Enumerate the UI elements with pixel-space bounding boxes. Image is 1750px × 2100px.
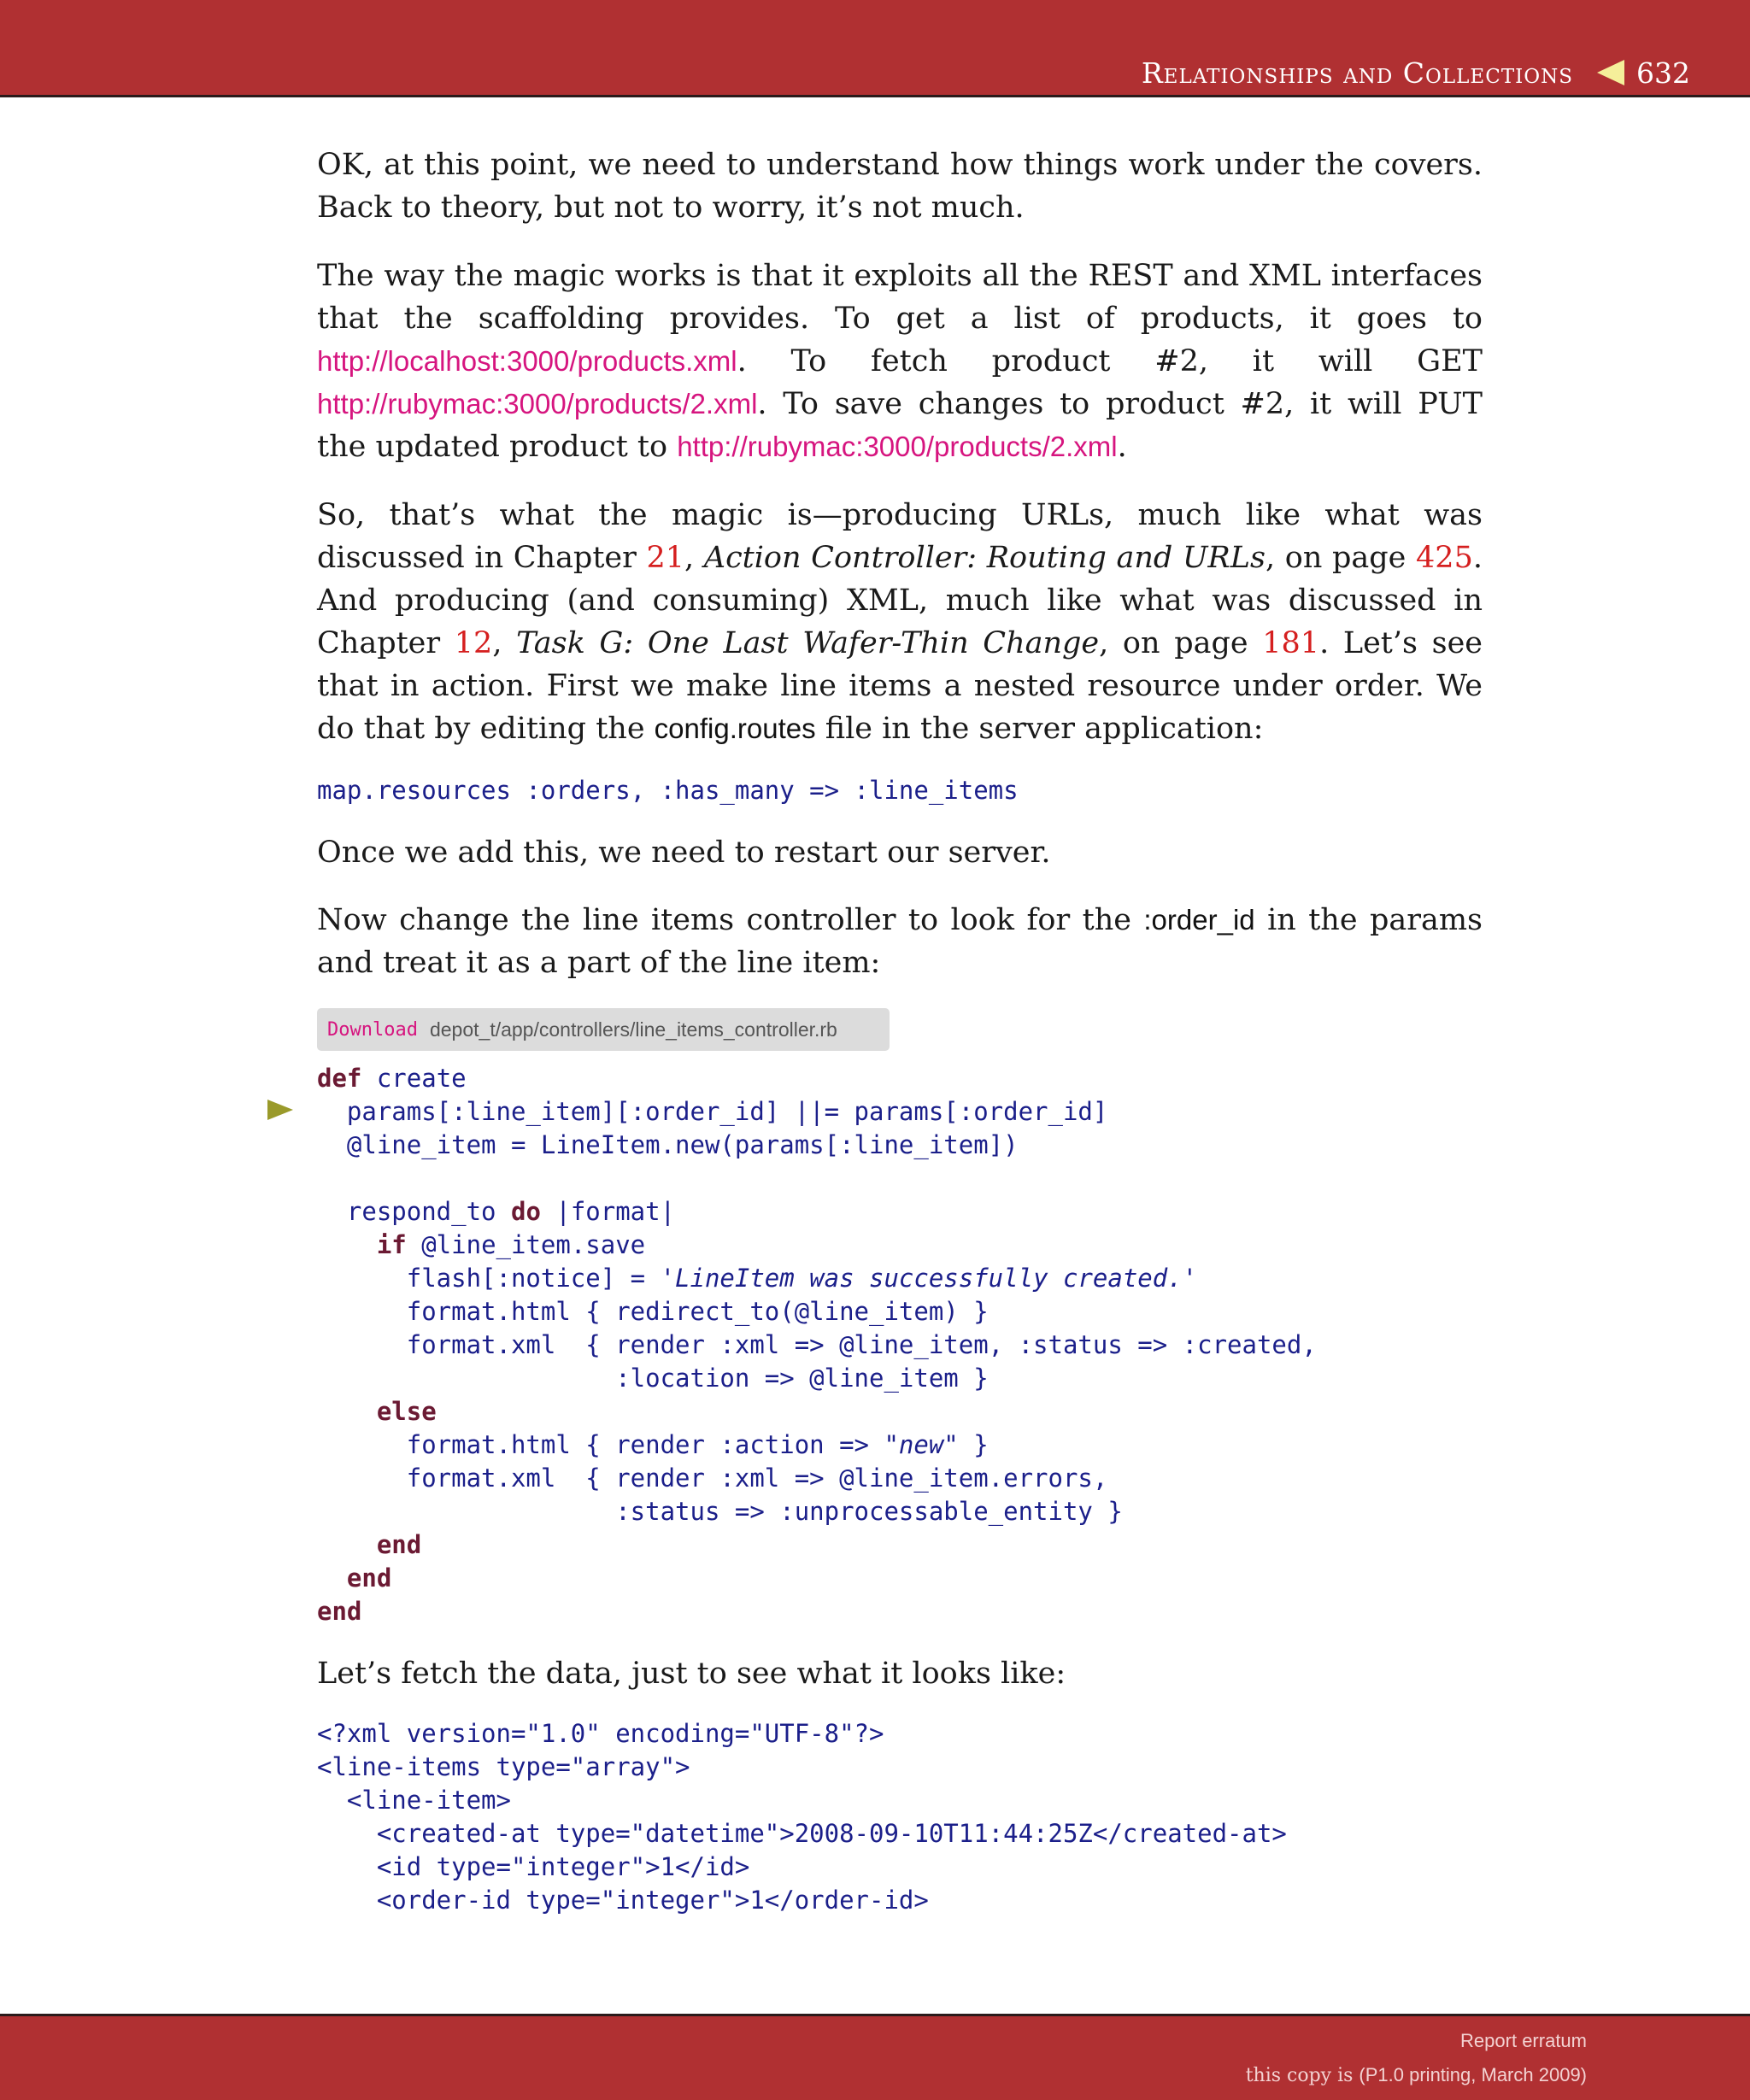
copy-prefix: this copy is — [1245, 2065, 1359, 2086]
code-text: flash[:notice] = — [317, 1264, 661, 1293]
text: . — [1117, 430, 1127, 464]
code-line: <?xml version="1.0" encoding="UTF-8"?> — [317, 1719, 884, 1748]
code-line: <order-id type="integer">1</order-id> — [317, 1886, 929, 1915]
keyword: do — [510, 1197, 541, 1226]
code-text: @line_item.save — [406, 1230, 646, 1259]
back-arrow-icon[interactable] — [1597, 60, 1624, 85]
paragraph-6: Let’s fetch the data, just to see what it looks like: — [317, 1657, 1066, 1691]
text: , on page — [1099, 626, 1263, 660]
download-file-path[interactable]: depot_t/app/controllers/line_items_controller.rb — [429, 1018, 837, 1041]
product-2-put-url-link[interactable]: http://rubymac:3000/products/2.xml — [677, 431, 1118, 462]
paragraph-3 — [317, 494, 1483, 750]
code-text: |format| — [540, 1197, 676, 1226]
text: . And producing (and consuming) XML, much like what was discussed in Chapter — [317, 541, 1483, 660]
code-text: create — [361, 1064, 467, 1093]
text: Now change the line items controller to look for the — [317, 903, 1144, 937]
page-425-link[interactable]: 425 — [1416, 541, 1473, 575]
keyword: end — [317, 1597, 362, 1626]
code-line: <created-at type="datetime">2008-09-10T11:44:25Z</created-at> — [317, 1819, 1287, 1848]
xml-output — [317, 1717, 1287, 1917]
paragraph-2 — [317, 255, 1483, 468]
text: So, that’s what the magic is—producing URLs, much like what was discussed in Chapter — [317, 498, 1483, 575]
products-url-link[interactable]: http://localhost:3000/products.xml — [317, 345, 737, 377]
code-line: :status => :unprocessable_entity } — [317, 1497, 1123, 1526]
text: , on page — [1266, 541, 1417, 575]
code-line: format.xml { render :xml => @line_item.errors, — [317, 1464, 1108, 1493]
download-bar — [317, 1008, 890, 1051]
text: , — [684, 541, 704, 575]
text: . Let’s see that in action. First we make line items a nested resource under order. We do that by editing the — [317, 626, 1483, 746]
code-line: :location => @line_item } — [317, 1364, 989, 1393]
keyword: end — [317, 1563, 392, 1593]
product-2-url-link[interactable]: http://rubymac:3000/products/2.xml — [317, 388, 758, 419]
header-band — [0, 0, 1750, 97]
printing-edition: (P1.0 printing, March 2009) — [1359, 2064, 1587, 2085]
keyword: end — [317, 1530, 422, 1559]
code-line: <line-item> — [317, 1786, 511, 1815]
paragraph-1: OK, at this point, we need to understand how things work under the covers. Back to theory, but not to worry, it’s not much. — [317, 148, 1483, 225]
text: , — [492, 626, 517, 660]
code-line: format.html { redirect_to(@line_item) } — [317, 1297, 989, 1326]
code-line: format.xml { render :xml => @line_item, :status => :created, — [317, 1330, 1317, 1359]
chapter-title: Task G: One Last Wafer-Thin Change — [516, 626, 1100, 660]
text: . To save changes to product #2, it will PUT the updated product to — [317, 387, 1483, 464]
code-text: format.html { render :action => — [317, 1430, 884, 1459]
code-line: <line-items type="array"> — [317, 1752, 690, 1781]
code-text: respond_to — [317, 1197, 511, 1226]
chapter-21-link[interactable]: 21 — [646, 541, 685, 575]
string-literal: 'LineItem was successfully created.' — [660, 1264, 1198, 1293]
changed-line-marker-icon — [267, 1100, 293, 1120]
text: in the params and treat it as a part of the line item: — [317, 903, 1483, 980]
download-link[interactable]: Download — [327, 1018, 418, 1041]
code-line: @line_item = LineItem.new(params[:line_item]) — [317, 1130, 1019, 1159]
order-id-symbol: :order_id — [1143, 904, 1255, 936]
text: file in the server application: — [815, 712, 1264, 746]
code-line: params[:line_item][:order_id] ||= params[:order_id] — [317, 1097, 1108, 1126]
blank-line — [317, 1162, 1317, 1195]
paragraph-4: Once we add this, we need to restart our server. — [317, 836, 1051, 870]
controller-code — [317, 1062, 1317, 1628]
report-erratum-link[interactable]: Report erratum — [1460, 2030, 1587, 2051]
footer-band — [0, 2014, 1750, 2100]
keyword: else — [317, 1397, 437, 1426]
printing-info — [1246, 2064, 1587, 2086]
text: The way the magic works is that it exploits all the REST and XML interfaces that the scaffolding provides. To get a list of products, it goes to — [317, 259, 1483, 336]
paragraph-5 — [317, 899, 1483, 984]
string-literal: "new" — [884, 1430, 959, 1459]
chapter-title: Action Controller: Routing and URLs — [703, 541, 1266, 575]
running-head — [1142, 51, 1690, 94]
routes-code: map.resources :orders, :has_many => :line_items — [317, 776, 1019, 805]
code-line: <id type="integer">1</id> — [317, 1852, 750, 1881]
keyword: if — [317, 1230, 407, 1259]
config-routes-filename: config.routes — [654, 713, 816, 744]
page-181-link[interactable]: 181 — [1262, 626, 1320, 660]
running-title: Relationships and Collections — [1141, 56, 1573, 90]
keyword: def — [317, 1064, 362, 1093]
page-number: 632 — [1636, 56, 1690, 90]
code-text: } — [958, 1430, 989, 1459]
chapter-12-link[interactable]: 12 — [454, 626, 493, 660]
text: . To fetch product #2, it will GET — [737, 344, 1483, 378]
